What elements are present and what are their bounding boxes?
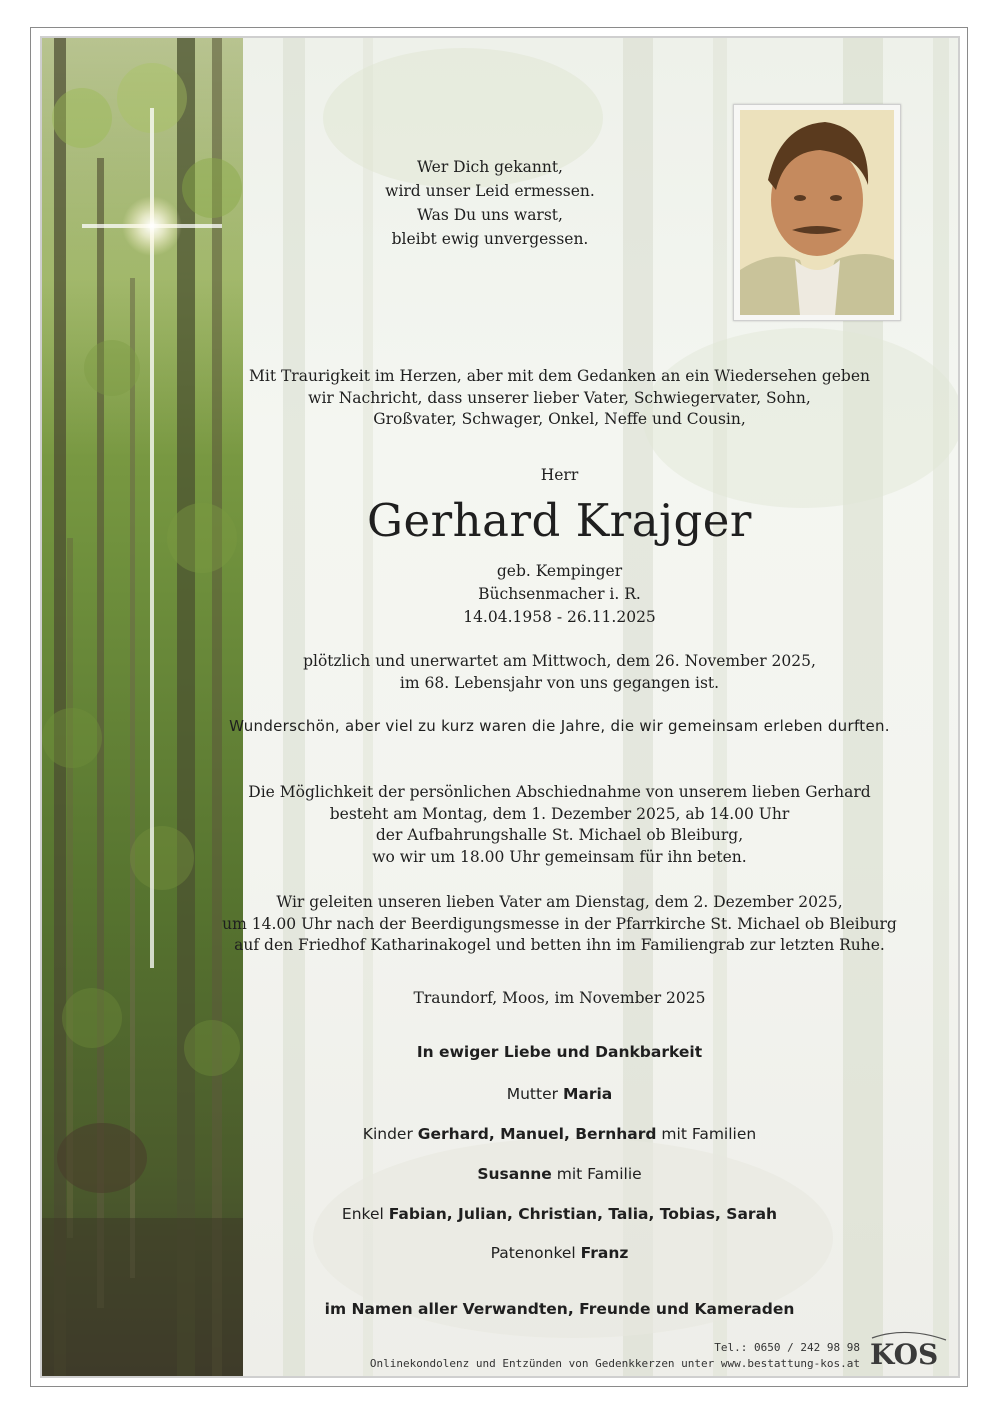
portrait-photo bbox=[740, 110, 894, 315]
farewell-line: wo wir um 18.00 Uhr gemeinsam für ihn beten. bbox=[372, 847, 747, 866]
farewell-line: Die Möglichkeit der persönlichen Abschiednahme von unserem lieben Gerhard bbox=[248, 783, 871, 801]
intro-text bbox=[201, 366, 918, 431]
farewell-line: der Aufbahrungshalle St. Michael ob Bleiburg, bbox=[375, 826, 744, 844]
footer-contact bbox=[370, 1340, 860, 1372]
mourner-suffix: mit Familien bbox=[661, 1125, 757, 1143]
profession: Büchsenmacher i. R. bbox=[478, 585, 641, 603]
funeral-line: auf den Friedhof Katharinakogel und betten ihn im Familiengrab zur letzten Ruhe. bbox=[234, 936, 885, 954]
mourner-godfather bbox=[201, 1244, 918, 1262]
intro-line: Großvater, Schwager, Onkel, Neffe und Cousin, bbox=[373, 410, 746, 428]
poem-line: wird unser Leid ermessen. bbox=[385, 182, 595, 200]
mourner-mother bbox=[201, 1085, 918, 1103]
footer-phone: Tel.: 0650 / 242 98 98 bbox=[714, 1341, 860, 1354]
mourner-susanne bbox=[201, 1165, 918, 1183]
funeral-line: um 14.00 Uhr nach der Beerdigungsmesse in der Pfarrkirche St. Michael ob Bleiburg bbox=[222, 914, 897, 933]
mourner-name: Maria bbox=[562, 1085, 613, 1103]
death-notice-line: im 68. Lebensjahr von uns gegangen ist. bbox=[399, 673, 720, 692]
mourner-suffix: mit Familie bbox=[556, 1165, 642, 1183]
funeral-text bbox=[201, 892, 918, 957]
birth-name: geb. Kempinger bbox=[496, 562, 623, 580]
death-notice-line: plötzlich und unerwartet am Mittwoch, dem 26. November 2025, bbox=[303, 652, 816, 670]
mourner-children bbox=[201, 1125, 918, 1143]
salutation: Herr bbox=[540, 466, 579, 484]
place-date: Traundorf, Moos, im November 2025 bbox=[413, 989, 706, 1007]
mourners-heading: In ewiger Liebe und Dankbarkeit bbox=[416, 1043, 703, 1061]
mourner-name: Franz bbox=[580, 1244, 629, 1262]
motto: Wunderschön, aber viel zu kurz waren die Jahre, die wir gemeinsam erleben durften. bbox=[229, 717, 890, 735]
portrait-frame bbox=[733, 104, 901, 321]
deceased-name: Gerhard Krajger bbox=[367, 494, 752, 547]
poem-line: Wer Dich gekannt, bbox=[416, 158, 563, 176]
footer-online: Onlinekondolenz und Entzünden von Gedenkkerzen unter www.bestattung-kos.at bbox=[369, 1357, 860, 1370]
kos-logo-text: KOS bbox=[870, 1338, 939, 1370]
poem-line: bleibt ewig unvergessen. bbox=[391, 230, 589, 248]
mourner-prefix: Kinder bbox=[362, 1125, 413, 1143]
kos-logo bbox=[866, 1330, 956, 1370]
mourner-prefix: Enkel bbox=[341, 1205, 384, 1223]
mourner-prefix: Mutter bbox=[506, 1085, 558, 1103]
farewell-text bbox=[201, 782, 918, 868]
mourners-closing: im Namen aller Verwandten, Freunde und Kameraden bbox=[324, 1300, 795, 1318]
life-dates: 14.04.1958 - 26.11.2025 bbox=[463, 608, 656, 626]
mourner-prefix: Patenonkel bbox=[490, 1244, 576, 1262]
farewell-line: besteht am Montag, dem 1. Dezember 2025, ab 14.00 Uhr bbox=[329, 804, 790, 823]
mourner-name: Susanne bbox=[477, 1165, 552, 1183]
mourner-grandchildren bbox=[201, 1205, 918, 1223]
mourner-name: Gerhard, Manuel, Bernhard bbox=[417, 1125, 657, 1143]
intro-line: wir Nachricht, dass unserer lieber Vater, Schwiegervater, Sohn, bbox=[308, 388, 811, 407]
death-notice bbox=[201, 651, 918, 694]
funeral-line: Wir geleiten unseren lieben Vater am Dienstag, dem 2. Dezember 2025, bbox=[276, 893, 843, 911]
intro-line: Mit Traurigkeit im Herzen, aber mit dem Gedanken an ein Wiedersehen geben bbox=[248, 367, 870, 385]
mourner-name: Fabian, Julian, Christian, Talia, Tobias, Sarah bbox=[388, 1205, 778, 1223]
poem-line: Was Du uns warst, bbox=[417, 206, 563, 224]
poem bbox=[320, 155, 660, 251]
